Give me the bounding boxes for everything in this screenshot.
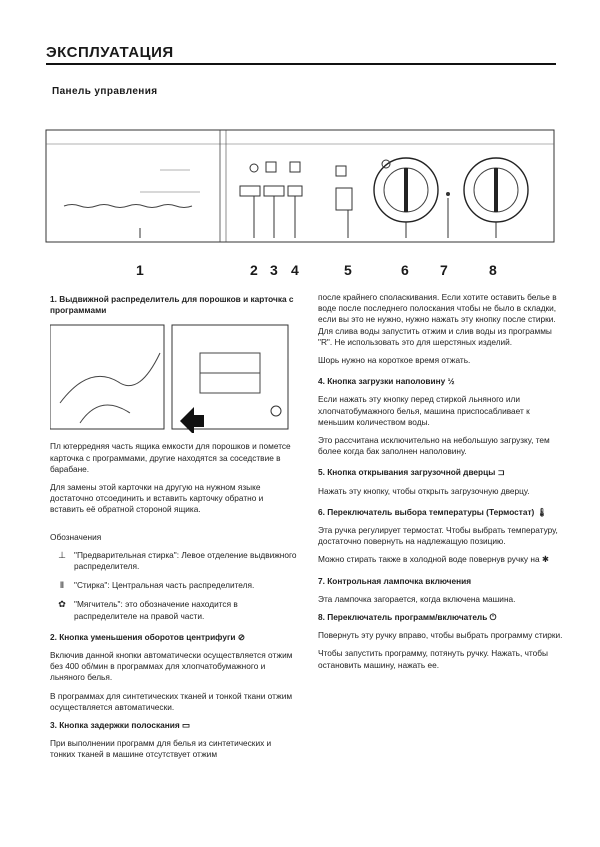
legend-item-prewash: ⊥ "Предварительная стирка": Левое отделение выдвижного распределителя. xyxy=(50,550,298,572)
section-2-title: 2. Кнопка уменьшения оборотов центрифуги ⊘ xyxy=(50,631,245,642)
section-1-paragraph-1: Пл ютерредняя часть ящика емкости для порошков и пометсе карточка с программами, другие находятся за соседствие в барабане. xyxy=(50,441,291,474)
legend-item-softener: ✿ "Мягчитель": это обозначение находится в распределителе на правой части. xyxy=(50,599,298,621)
section-5-paragraph-1: Нажать эту кнопку, чтобы открыть загрузочную дверцу. xyxy=(318,485,530,496)
section-6-paragraph-2: Можно стирать также в холодной воде повернув ручку на ✱ xyxy=(318,554,549,565)
section-6-paragraph-1: Эта ручка регулирует термостат. Чтобы выбрать температуру, достаточно повернуть на надлежащую позицию. xyxy=(318,525,558,547)
callout-5: 5 xyxy=(344,262,352,278)
snowflake-icon: ✱ xyxy=(541,554,549,565)
control-panel-illustration xyxy=(40,128,560,246)
power-icon: ⏻ xyxy=(489,612,497,623)
callout-4: 4 xyxy=(291,262,299,278)
callout-2: 2 xyxy=(250,262,258,278)
section-5-title: 5. Кнопка открывания загрузочной дверцы ⊐ xyxy=(318,467,505,478)
section-6-title: 6. Переключатель выбора температуры (Термостат) 🌡 xyxy=(318,506,548,517)
section-3-paragraph-1: При выполнении программ для белья из синтетических и тонких тканей в машине отсутствует отжим xyxy=(50,738,272,760)
callout-7: 7 xyxy=(440,262,448,278)
section-7-title: 7. Контрольная лампочка включения xyxy=(318,575,472,586)
spin-reduce-icon: ⊘ xyxy=(237,631,245,642)
section-3-continuation: после крайнего споласкивания. Если хотите оставить белье в воде после последнего полоскания чтобы не было в складки, если вы это не нужно, нужно нажать эту кнопку после стирки. Для слива воды запустить отжим и слив воды из программы "R". Не использовать это для шерстяных изделий. xyxy=(318,292,557,347)
section-4-title: 4. Кнопка загрузки наполовину ½ xyxy=(318,376,455,387)
half-load-icon: ½ xyxy=(447,376,455,387)
dispenser-illustration xyxy=(50,323,290,433)
page-title: ЭКСПЛУАТАЦИЯ xyxy=(46,44,174,61)
section-3-note: Шорь нужно на короткое время отжать. xyxy=(318,355,471,366)
callout-1: 1 xyxy=(136,262,144,278)
section-4-paragraph-2: Это рассчитана исключительно на небольшую загрузку, тем более когда бак заполнен наполовину. xyxy=(318,435,550,457)
section-2-paragraph-2: В программах для синтетических тканей и тонкой ткани отжим осуществляется автоматически. xyxy=(50,690,293,712)
section-1-title: 1. Выдвижной распределитель для порошков и карточка с программами xyxy=(50,294,294,316)
section-8-paragraph-1: Повернуть эту ручку вправо, чтобы выбрать программу стирки. xyxy=(318,630,563,641)
section-1-paragraph-2: Для замены этой карточки на другую на нужном языке достаточно отсоединить и вставить карточку обратно и вставить её обратной стороной ящика. xyxy=(50,482,264,515)
left-column xyxy=(50,292,298,768)
section-8-paragraph-2: Чтобы запустить программу, потянуть ручку. Нажать, чтобы остановить машину, нажать ее. xyxy=(318,648,548,670)
section-7-paragraph-1: Эта лампочка загорается, когда включена машина. xyxy=(318,593,516,604)
prewash-icon: ⊥ xyxy=(58,549,66,560)
callout-3: 3 xyxy=(270,262,278,278)
section-3-title: 3. Кнопка задержки полоскания ▭ xyxy=(50,720,190,731)
section-8-title: 8. Переключатель программ/включатель ⏻ xyxy=(318,612,497,623)
legend-item-wash: Ⅱ "Стирка": Центральная часть распределителя. xyxy=(50,580,298,591)
right-column xyxy=(318,292,566,678)
callout-6: 6 xyxy=(401,262,409,278)
softener-icon: ✿ xyxy=(58,599,66,610)
wash-icon: Ⅱ xyxy=(59,580,65,591)
title-rule xyxy=(46,63,556,65)
section-2-paragraph-1: Включив данной кнопки автоматически осуществляется отжим без 400 об/мин в программах для хлопчатобумажного и льняного белья. xyxy=(50,650,293,683)
callout-8: 8 xyxy=(489,262,497,278)
section-subtitle: Панель управления xyxy=(52,86,158,97)
section-4-paragraph-1: Если нажать эту кнопку перед стиркой льняного или хлопчатобумажного белья, машина приспосабливает к меньшим количеством воды. xyxy=(318,394,530,427)
thermostat-icon: 🌡 xyxy=(536,506,548,517)
rinse-hold-icon: ▭ xyxy=(182,720,190,731)
legend-title: Обозначения xyxy=(50,531,102,542)
door-open-icon: ⊐ xyxy=(497,467,505,478)
